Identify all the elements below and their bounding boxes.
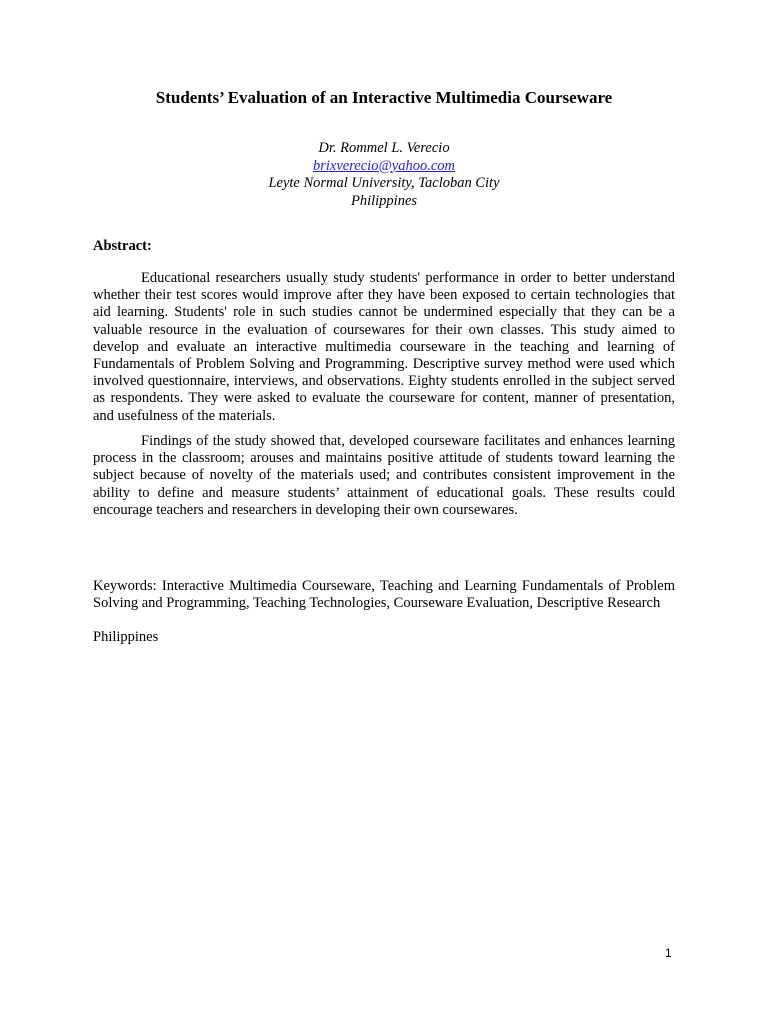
- abstract-heading: Abstract:: [93, 238, 152, 254]
- abstract-paragraph-1: Educational researchers usually study students' performance in order to better understand whether their test scores would improve after they have been exposed to certain technologies that aid learning. Students' role in such studies cannot be undermined especially that they can be a valuable resource in the evaluation of coursewares for their own classes. This study aimed to develop and evaluate an interactive multimedia courseware in the teaching and learning of Fundamentals of Problem Solving and Programming. Descriptive survey method were used which involved questionnaire, interviews, and observations. Eighty students enrolled in the subject served as respondents. They were asked to evaluate the courseware for content, manner of presentation, and usefulness of the materials.: [93, 270, 675, 424]
- page-number: 1: [665, 946, 672, 960]
- author-affiliation: Leyte Normal University, Tacloban City: [268, 175, 500, 191]
- author-block: [0, 140, 768, 210]
- author-name: Dr. Rommel L. Verecio: [318, 140, 450, 156]
- keywords-country: Philippines: [93, 629, 159, 645]
- paper-title: Students’ Evaluation of an Interactive Multimedia Courseware: [155, 88, 613, 107]
- author-email-link[interactable]: brixverecio@yahoo.com: [312, 157, 456, 174]
- author-country: Philippines: [350, 192, 418, 209]
- abstract-paragraph-2: Findings of the study showed that, developed courseware facilitates and enhances learning process in the classroom; arouses and maintains positive attitude of students toward learning the subject because of novelty of the materials used; and contributes consistent improvement in the ability to define and measure students’ attainment of educational goals. These results could encourage teachers and researchers in developing their own coursewares.: [93, 433, 675, 518]
- keywords: Keywords: Interactive Multimedia Courseware, Teaching and Learning Fundamentals of Problem Solving and Programming, Teaching Technologies, Courseware Evaluation, Descriptive Research: [93, 578, 675, 612]
- author-email-line: [0, 158, 768, 176]
